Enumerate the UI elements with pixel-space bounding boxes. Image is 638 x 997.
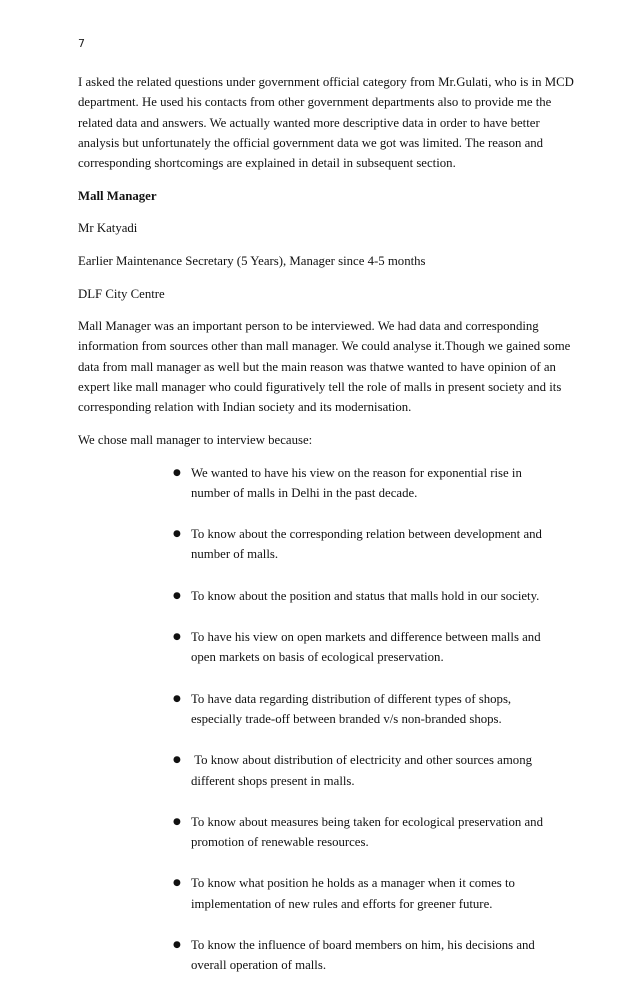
list-item-text: To know about the corresponding relation between development and number of malls. [191, 527, 542, 562]
list-item [173, 689, 561, 730]
bullet-icon: ● [173, 590, 181, 601]
list-item-text: To know the influence of board members on him, his decisions and overall operation of malls. [191, 937, 535, 973]
bullet-icon: ● [173, 755, 181, 766]
list-item-text: To have data regarding distribution of different types of shops, especially trade-off between branded v/s non-branded shops. [191, 691, 512, 726]
bullet-icon: ● [173, 878, 181, 889]
interviewee-role: Earlier Maintenance Secretary (5 Years), Manager since 4-5 months [78, 253, 426, 268]
reasons-list [78, 463, 578, 976]
list-item-text: To know about the position and status that malls hold in our society. [191, 588, 540, 603]
interview-location: DLF City Centre [78, 286, 165, 301]
bullet-icon: ● [173, 529, 181, 540]
page-number: 7 [78, 37, 85, 50]
document-body [78, 72, 578, 997]
bullet-icon: ● [173, 939, 181, 950]
list-item [173, 812, 561, 853]
bullet-icon: ● [173, 467, 181, 478]
bullet-icon: ● [173, 693, 181, 704]
list-item-text: To know about measures being taken for ecological preservation and promotion of renewable resources. [191, 814, 543, 850]
list-intro: We chose mall manager to interview because: [78, 432, 313, 447]
list-item-text: To have his view on open markets and difference between malls and open markets on basis of ecological preservation. [191, 630, 541, 665]
list-item [173, 627, 561, 668]
intro-paragraph: I asked the related questions under government official category from Mr.Gulati, who is in MCD department. He used his contacts from other government departments also to provide me the related data and answers. We actually wanted more descriptive data in order to have better analysis but unfortunately the official government data we got was limited. The reason and corresponding shortcomings are explained in detail in subsequent section. [78, 75, 574, 171]
list-item [173, 873, 561, 914]
list-item-text: To know what position he holds as a manager when it comes to implementation of new rules and efforts for greener future. [191, 876, 515, 911]
interviewee-name: Mr Katyadi [78, 221, 138, 236]
bullet-icon: ● [173, 816, 181, 827]
section-heading: Mall Manager [78, 188, 157, 203]
list-item [173, 935, 561, 976]
bullet-icon: ● [173, 632, 181, 643]
list-item [173, 750, 561, 791]
list-item [173, 586, 561, 606]
list-item-text: We wanted to have his view on the reason for exponential rise in number of malls in Delhi in the past decade. [191, 465, 522, 500]
body-paragraph: Mall Manager was an important person to be interviewed. We had data and corresponding information from sources other than mall manager. We could analyse it.Though we gained some data from mall manager as well but the main reason was thatwe wanted to have opinion of an expert like mall manager who could figuratively tell the role of malls in present society and its corresponding relation with Indian society and its modernisation. [78, 319, 571, 415]
list-item [173, 524, 561, 565]
list-item [173, 463, 561, 504]
list-item-text: To know about distribution of electricity and other sources among different shops present in malls. [191, 753, 536, 788]
